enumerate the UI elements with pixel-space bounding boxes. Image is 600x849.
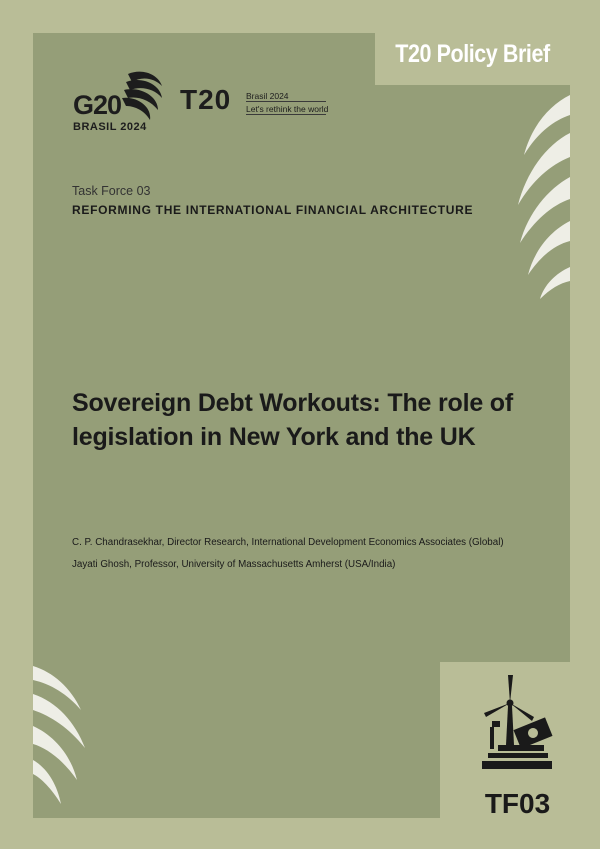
t20-rule — [246, 101, 326, 102]
t20-tagline: Let's rethink the world — [246, 104, 329, 114]
task-force-label: Task Force 03 — [72, 184, 151, 198]
g20-wordmark: G20 — [73, 90, 122, 120]
g20-subtitle: BRASIL 2024 — [73, 121, 147, 133]
wind-turbine-banknote-icon — [480, 673, 555, 778]
t20-tagline-year: Brasil 2024 — [246, 91, 289, 101]
document-title: Sovereign Debt Workouts: The role of legislation in New York and the UK — [72, 389, 513, 451]
t20-rule — [246, 114, 326, 115]
t20-wordmark: T20 — [180, 84, 232, 115]
task-force-code: TF03 — [484, 788, 551, 819]
task-force-title: REFORMING THE INTERNATIONAL FINANCIAL ARCHITECTURE — [72, 203, 474, 217]
white-swoosh-icon — [33, 660, 93, 818]
author-line: Jayati Ghosh, Professor, University of Massachusetts Amherst (USA/India) — [72, 559, 396, 570]
author-line: C. P. Chandrasekhar, Director Research, International Development Economics Associates (Global) — [72, 537, 504, 548]
white-swoosh-icon — [510, 85, 570, 310]
brief-label: T20 Policy Brief — [395, 40, 550, 68]
